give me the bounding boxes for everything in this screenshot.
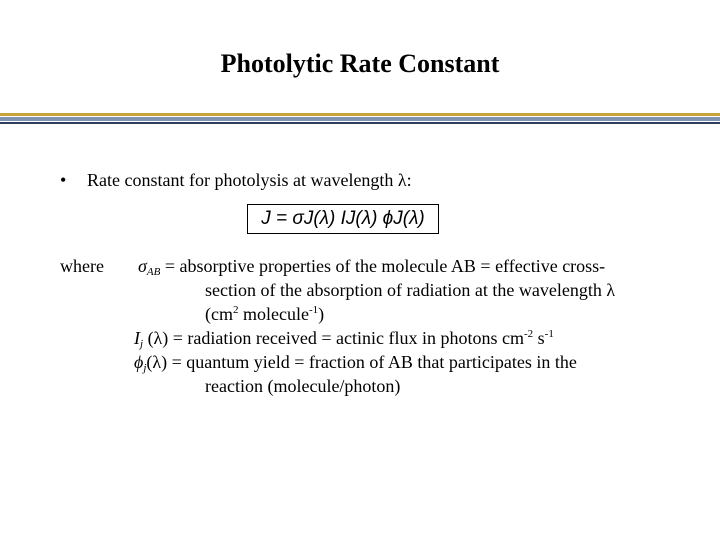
yield-definition-line1 (134, 350, 577, 374)
sigma-symbol: σ (138, 256, 147, 276)
rule-dark-line (0, 122, 720, 124)
yield-definition-line2: reaction (molecule/photon) (205, 376, 401, 396)
flux-subscript: j (140, 338, 144, 350)
divider-rule (0, 113, 720, 126)
phi-subscript: j (143, 362, 147, 374)
flux-text-s: s (533, 328, 545, 348)
where-label: where (60, 256, 104, 276)
units-close: ) (318, 304, 325, 324)
sigma-definition-line3 (205, 302, 324, 326)
bullet-text: Rate constant for photolysis at wavelength λ: (87, 170, 412, 190)
units-molecule: molecule (238, 304, 309, 324)
flux-lambda: (λ) (143, 328, 169, 348)
sigma-subscript: AB (146, 266, 161, 278)
yield-text-line1: = quantum yield = fraction of AB that participates in the (167, 352, 577, 372)
flux-symbol: I (134, 328, 140, 348)
units-exponent-molecule: -1 (308, 304, 319, 316)
sigma-definition-line2: section of the absorption of radiation at the wavelength λ (205, 280, 616, 300)
rate-constant-formula: J = σJ(λ) IJ(λ) ϕJ(λ) (247, 204, 439, 234)
rule-gold-line (0, 113, 720, 116)
flux-text: = radiation received = actinic flux in photons cm (168, 328, 524, 348)
flux-exponent-cm: -2 (523, 328, 534, 340)
phi-symbol: ϕ (134, 352, 144, 372)
sigma-definition-line1 (138, 254, 605, 278)
bullet-item (60, 168, 412, 192)
rule-blue-line (0, 117, 720, 121)
units-exponent-cm: 2 (232, 304, 239, 316)
slide-title: Photolytic Rate Constant (220, 49, 500, 78)
yield-lambda: (λ) (146, 352, 168, 372)
sigma-text-line1: = absorptive properties of the molecule AB = effective cross- (160, 256, 606, 276)
units-open: (cm (205, 304, 233, 324)
flux-exponent-s: -1 (544, 328, 554, 340)
bullet-marker: • (60, 170, 67, 190)
flux-definition (134, 326, 554, 350)
